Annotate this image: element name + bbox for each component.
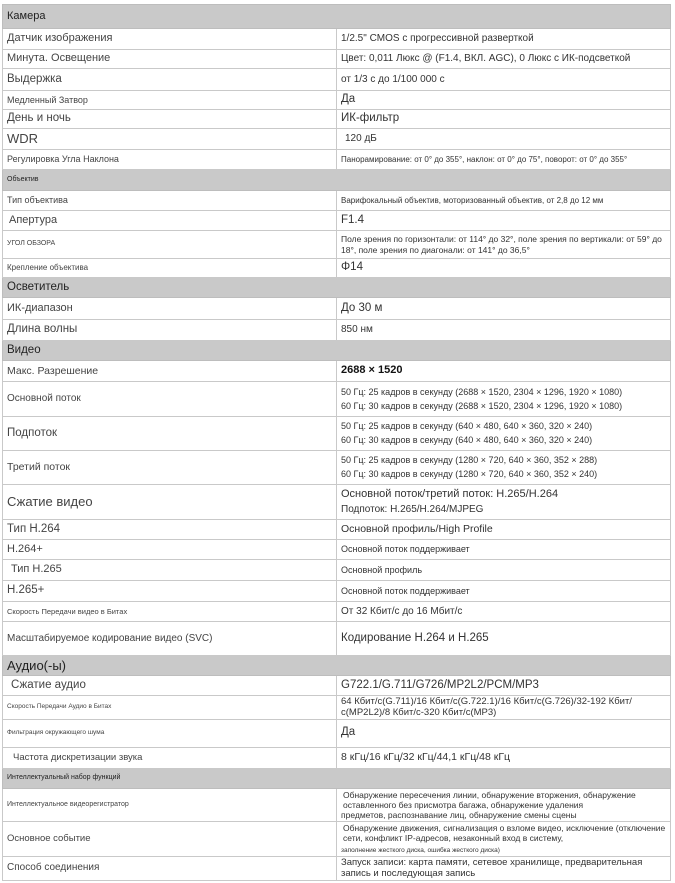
spec-value-line: Подпоток: H.265/H.264/MJPEG bbox=[341, 504, 484, 516]
table-row bbox=[3, 747, 671, 768]
spec-label: Третий поток bbox=[3, 451, 337, 485]
spec-value: Цвет: 0,011 Люкс @ (F1.4, ВКЛ. AGC), 0 Люкс с ИК-подсветкой bbox=[337, 50, 671, 69]
table-row bbox=[3, 485, 671, 520]
section-smart bbox=[3, 768, 671, 788]
spec-value: 8 кГц/16 кГц/32 кГц/44,1 кГц/48 кГц bbox=[337, 747, 671, 768]
spec-value: 64 Кбит/с(G.711)/16 Кбит/с(G.722.1)/16 Кбит/с(G.726)/32-192 Кбит/с(MP2L2)/8 Кбит/с-320 Кбит/с(MP3) bbox=[337, 696, 671, 720]
spec-value: Запуск записи: карта памяти, сетевое хранилище, предварительная запись и последующая запись bbox=[337, 856, 671, 880]
spec-value bbox=[337, 485, 671, 520]
spec-value-line: 50 Гц: 25 кадров в секунду (1280 × 720, 640 × 360, 352 × 288) bbox=[341, 455, 598, 466]
spec-label: Тип объектива bbox=[3, 191, 337, 211]
spec-label: Основной поток bbox=[3, 382, 337, 417]
spec-value bbox=[337, 451, 671, 485]
section-video bbox=[3, 341, 671, 361]
spec-label: Медленный Затвор bbox=[3, 91, 337, 110]
table-row bbox=[3, 320, 671, 341]
table-row bbox=[3, 520, 671, 540]
spec-label: H.265+ bbox=[3, 581, 337, 602]
spec-value: от 1/3 с до 1/100 000 с bbox=[337, 69, 671, 91]
spec-label: Фильтрация окружающего шума bbox=[3, 719, 337, 747]
spec-label: Способ соединения bbox=[3, 856, 337, 880]
table-row bbox=[3, 259, 671, 278]
spec-value-line: заполнение жесткого диска, ошибка жесткого диска) bbox=[341, 846, 500, 854]
spec-value bbox=[337, 821, 671, 856]
spec-label: Тип H.264 bbox=[3, 520, 337, 540]
spec-label: H.264+ bbox=[3, 540, 337, 560]
spec-value bbox=[337, 382, 671, 417]
spec-value: Да bbox=[337, 91, 671, 110]
spec-value: 2688 × 1520 bbox=[337, 361, 671, 382]
spec-value: G722.1/G.711/G726/MP2L2/PCM/MP3 bbox=[337, 676, 671, 696]
spec-label: Регулировка Угла Наклона bbox=[3, 150, 337, 170]
table-row bbox=[3, 602, 671, 622]
spec-table bbox=[2, 4, 671, 881]
table-row bbox=[3, 91, 671, 110]
table-row bbox=[3, 50, 671, 69]
spec-label: Апертура bbox=[3, 211, 337, 231]
spec-value: Панорамирование: от 0° до 355°, наклон: от 0° до 75°, поворот: от 0° до 355° bbox=[337, 150, 671, 170]
spec-label: WDR bbox=[3, 129, 337, 150]
spec-value: Основной поток поддерживает bbox=[337, 581, 671, 602]
spec-value: Основной профиль bbox=[337, 560, 671, 581]
table-row bbox=[3, 382, 671, 417]
spec-value: От 32 Кбит/с до 16 Мбит/с bbox=[337, 602, 671, 622]
spec-value: F1.4 bbox=[337, 211, 671, 231]
spec-value: Кодирование H.264 и H.265 bbox=[337, 622, 671, 656]
table-row bbox=[3, 821, 671, 856]
spec-value: Основной профиль/High Profile bbox=[337, 520, 671, 540]
table-row bbox=[3, 191, 671, 211]
spec-value-line: 60 Гц: 30 кадров в секунду (2688 × 1520, 2304 × 1296, 1920 × 1080) bbox=[341, 400, 623, 411]
table-row bbox=[3, 361, 671, 382]
spec-label: Скорость Передачи видео в Битах bbox=[3, 602, 337, 622]
section-lens bbox=[3, 170, 671, 191]
section-title: Осветитель bbox=[3, 278, 671, 298]
section-title: Камера bbox=[3, 5, 671, 29]
table-row bbox=[3, 696, 671, 720]
section-title: Аудио(-ы) bbox=[3, 656, 671, 676]
table-row bbox=[3, 69, 671, 91]
spec-value: Поле зрения по горизонтали: от 114° до 32°, поле зрения по вертикали: от 59° до 18°, поле зрения по диагонали: от 141° до 36,5° bbox=[337, 231, 671, 259]
table-row bbox=[3, 29, 671, 50]
spec-value-line: 50 Гц: 25 кадров в секунду (2688 × 1520, 2304 × 1296, 1920 × 1080) bbox=[341, 386, 623, 397]
spec-value: Да bbox=[337, 719, 671, 747]
section-title: Интеллектуальный набор функций bbox=[3, 768, 671, 788]
spec-label: Датчик изображения bbox=[3, 29, 337, 50]
spec-label: Минута. Освещение bbox=[3, 50, 337, 69]
table-row bbox=[3, 451, 671, 485]
section-illuminator bbox=[3, 278, 671, 298]
spec-label: Частота дискретизации звука bbox=[3, 747, 337, 768]
spec-label: Крепление объектива bbox=[3, 259, 337, 278]
table-row bbox=[3, 110, 671, 129]
spec-value: 120 дБ bbox=[337, 129, 671, 150]
spec-value: Φ14 bbox=[337, 259, 671, 278]
table-row bbox=[3, 622, 671, 656]
spec-label: Интеллектуальное видеорегистратор bbox=[3, 788, 337, 821]
spec-value: 1/2.5" CMOS с прогрессивной разверткой bbox=[337, 29, 671, 50]
section-title: Видео bbox=[3, 341, 671, 361]
spec-label: УГОЛ ОБЗОРА bbox=[3, 231, 337, 259]
spec-label: Длина волны bbox=[3, 320, 337, 341]
section-audio bbox=[3, 656, 671, 676]
spec-value-line: предметов, распознавание лиц, обнаружение смены сцены bbox=[341, 809, 577, 820]
spec-value-line: Основной поток/третий поток: H.265/H.264 bbox=[341, 487, 559, 500]
table-row bbox=[3, 581, 671, 602]
spec-value: Варифокальный объектив, моторизованный объектив, от 2,8 до 12 мм bbox=[337, 191, 671, 211]
section-camera bbox=[3, 5, 671, 29]
spec-label: Тип H.265 bbox=[3, 560, 337, 581]
spec-label: Макс. Разрешение bbox=[3, 361, 337, 382]
spec-label: Основное событие bbox=[3, 821, 337, 856]
table-row bbox=[3, 540, 671, 560]
table-row bbox=[3, 417, 671, 451]
table-row bbox=[3, 150, 671, 170]
table-row bbox=[3, 560, 671, 581]
table-row bbox=[3, 211, 671, 231]
spec-value: ИК-фильтр bbox=[337, 110, 671, 129]
spec-label: ИК-диапазон bbox=[3, 298, 337, 320]
table-row bbox=[3, 788, 671, 821]
table-row bbox=[3, 856, 671, 880]
spec-value-line: 50 Гц: 25 кадров в секунду (640 × 480, 640 × 360, 320 × 240) bbox=[341, 421, 593, 432]
spec-label: День и ночь bbox=[3, 110, 337, 129]
table-row bbox=[3, 298, 671, 320]
spec-value-line: 60 Гц: 30 кадров в секунду (1280 × 720, 640 × 360, 352 × 240) bbox=[341, 469, 598, 479]
spec-label: Скорость Передачи Аудио в Битах bbox=[3, 696, 337, 720]
spec-label: Выдержка bbox=[3, 69, 337, 91]
table-row bbox=[3, 676, 671, 696]
spec-value: 850 нм bbox=[337, 320, 671, 341]
table-row bbox=[3, 719, 671, 747]
spec-value-line: Обнаружение пересечения линии, обнаружение вторжения, обнаружение оставленного без присмотра багажа, обнаружение удаления bbox=[343, 789, 636, 810]
section-title: Объектив bbox=[3, 170, 671, 191]
spec-value: Основной поток поддерживает bbox=[337, 540, 671, 560]
spec-value-line: Обнаружение движения, сигнализация о взломе видео, исключение (отключение сети, конфликт IP-адресов, незаконный вход в систему, bbox=[343, 823, 666, 844]
spec-label: Сжатие видео bbox=[3, 485, 337, 520]
spec-label: Масштабируемое кодирование видео (SVC) bbox=[3, 622, 337, 656]
spec-label: Подпоток bbox=[3, 417, 337, 451]
table-row bbox=[3, 129, 671, 150]
table-row bbox=[3, 231, 671, 259]
spec-value bbox=[337, 417, 671, 451]
spec-value bbox=[337, 788, 671, 821]
spec-label: Сжатие аудио bbox=[3, 676, 337, 696]
spec-value-line: 60 Гц: 30 кадров в секунду (640 × 480, 640 × 360, 320 × 240) bbox=[341, 435, 593, 445]
spec-value: До 30 м bbox=[337, 298, 671, 320]
